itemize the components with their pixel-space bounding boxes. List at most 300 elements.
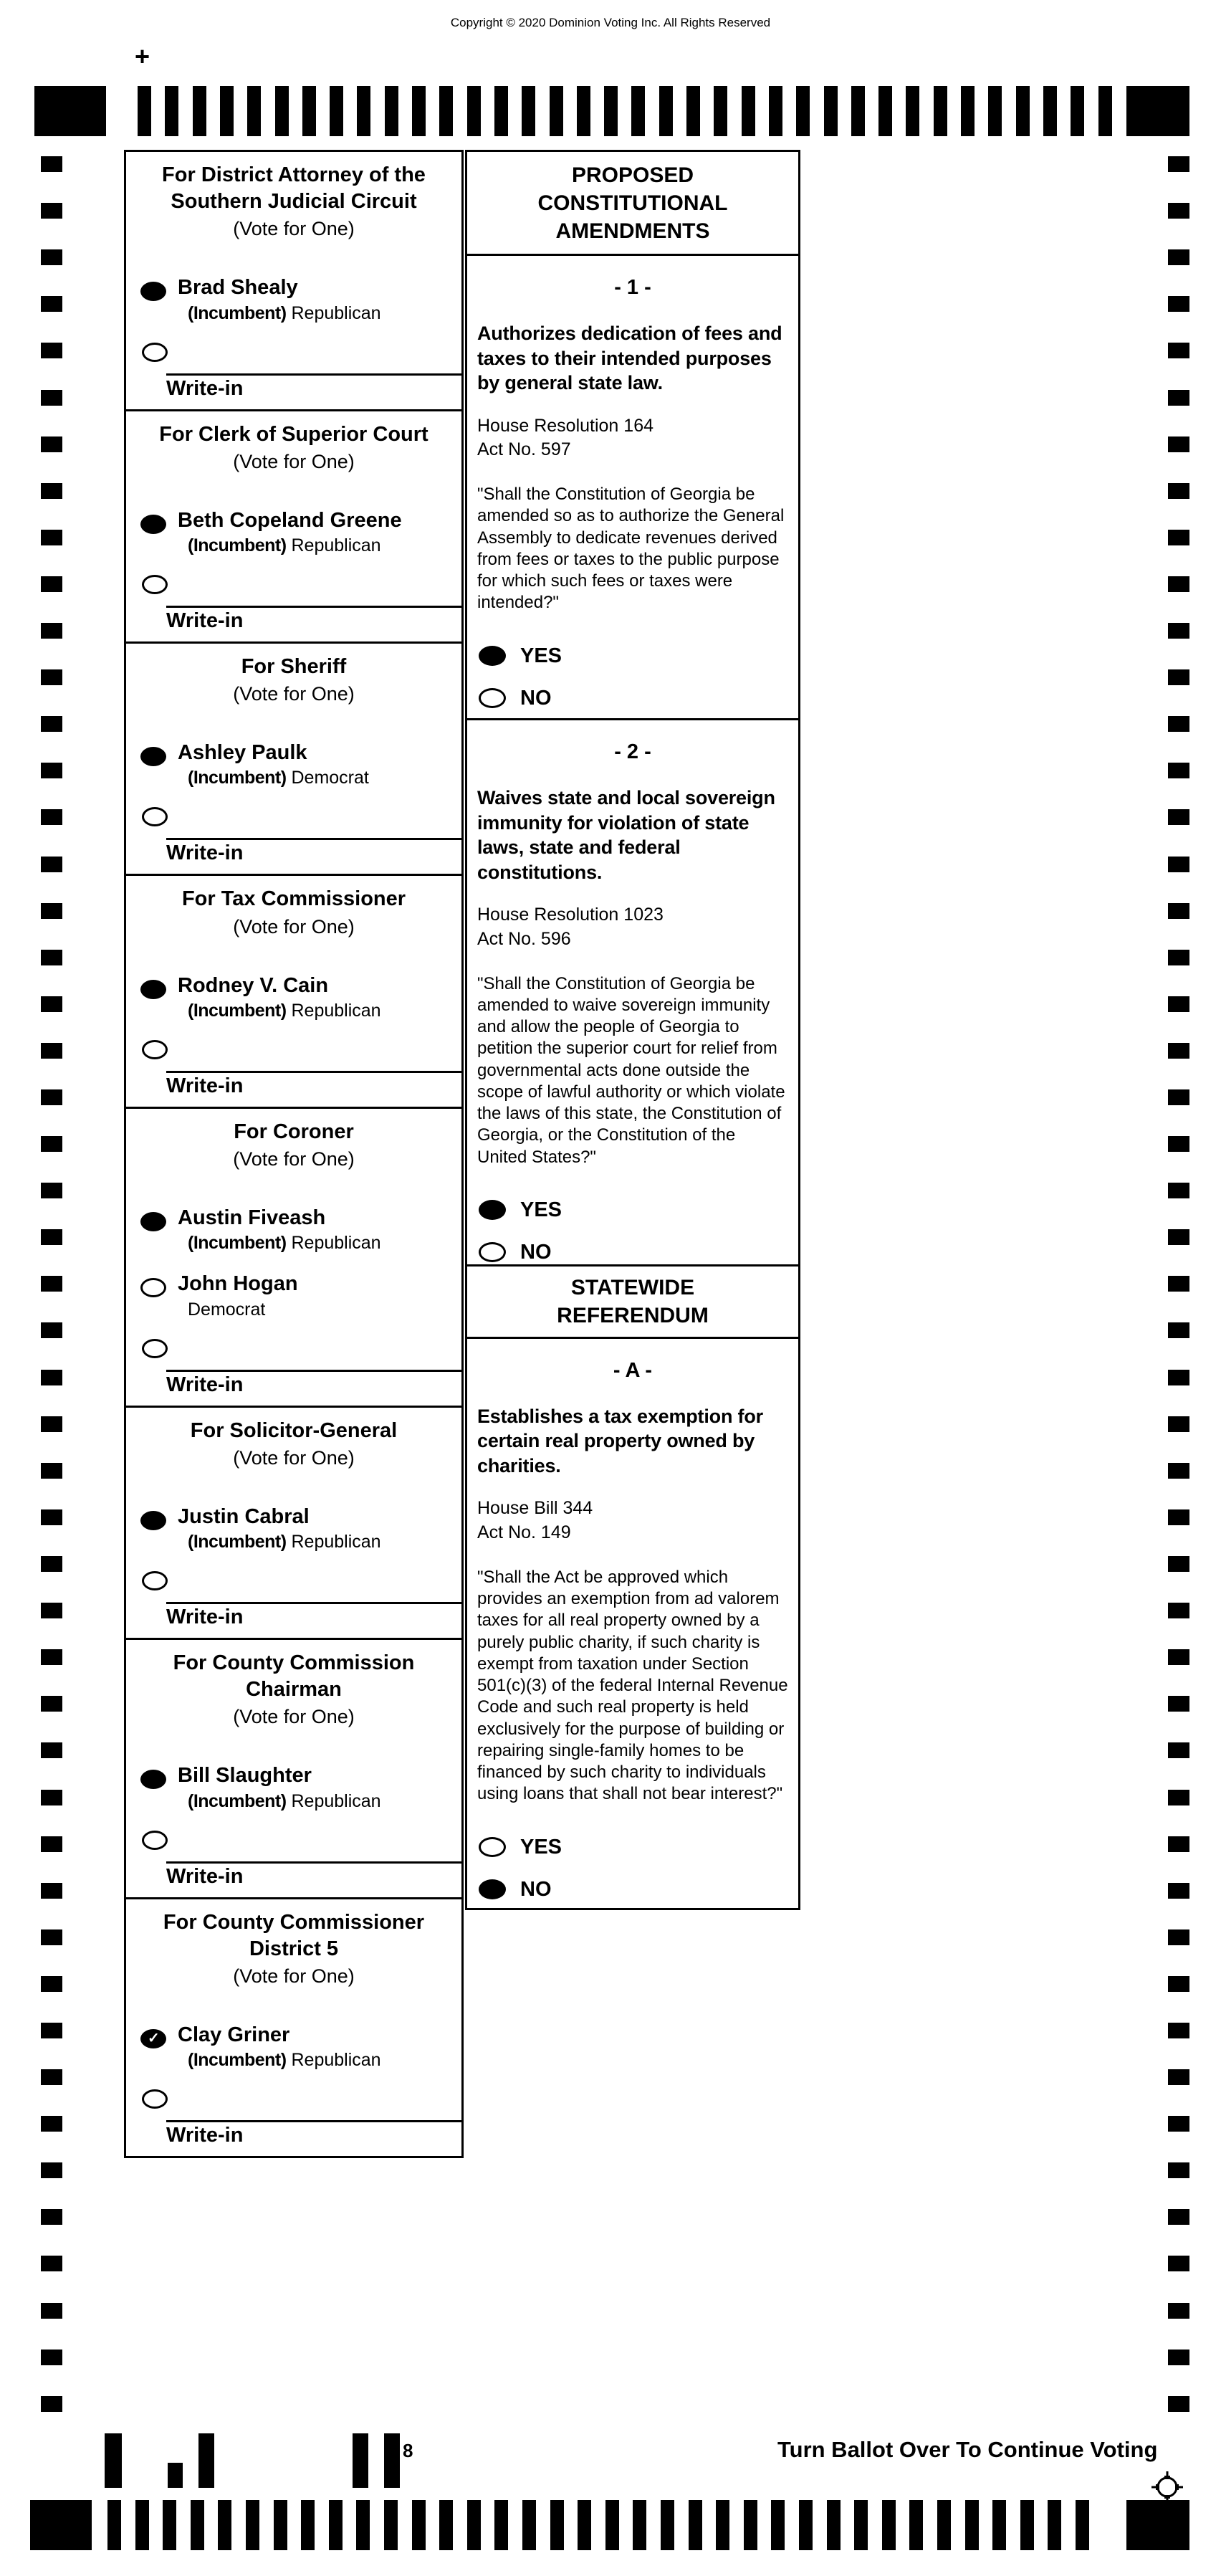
amendments-header [465, 150, 800, 256]
timing-mark [1168, 2162, 1189, 2178]
write-in-section [126, 1040, 461, 1107]
timing-mark [1168, 1136, 1189, 1152]
timing-mark [1168, 203, 1189, 219]
timing-mark [604, 86, 618, 136]
contest-tax-commissioner [124, 874, 464, 1108]
candidate-option [140, 741, 461, 788]
timing-mark [439, 86, 453, 136]
candidate-party: (Incumbent) Republican [188, 1790, 381, 1811]
no-label: NO [520, 686, 552, 710]
ballot-oval-empty[interactable] [479, 1837, 506, 1857]
timing-mark [41, 1089, 62, 1105]
timing-mark [716, 2500, 729, 2550]
timing-mark [522, 86, 535, 136]
timing-mark [41, 483, 62, 499]
candidate-name: Beth Copeland Greene [178, 508, 402, 532]
timing-mark [41, 1742, 62, 1758]
ballot-oval-marked[interactable] [479, 1200, 506, 1220]
timing-mark [1168, 156, 1189, 172]
timing-mark [1168, 1463, 1189, 1479]
timing-mark [163, 2500, 176, 2550]
candidate-name: Ashley Paulk [178, 741, 307, 765]
write-in-label: Write-in [166, 1373, 244, 1396]
timing-mark [135, 2500, 149, 2550]
measure-reference: Act No. 597 [477, 439, 571, 460]
measure-summary: Authorizes dedication of fees and taxes to their intended purposes by general state law. [477, 323, 782, 394]
barcode-bar [353, 2433, 368, 2488]
timing-mark [550, 2500, 564, 2550]
timing-mark [992, 2500, 1006, 2550]
timing-mark [1168, 1370, 1189, 1385]
write-in-section [126, 1831, 461, 1897]
timing-mark [934, 86, 947, 136]
write-in-section [126, 1339, 461, 1406]
timing-mark [1168, 996, 1189, 1012]
contest-clerk-superior-court [124, 409, 464, 644]
timing-mark [439, 2500, 453, 2550]
yes-label: YES [520, 1835, 562, 1859]
timing-mark [41, 203, 62, 219]
ballot-oval-empty[interactable] [142, 1831, 168, 1850]
write-in-section [126, 575, 461, 641]
candidate-name: Brad Shealy [178, 276, 298, 300]
timing-mark-block [1126, 86, 1189, 136]
timing-mark [41, 1556, 62, 1572]
yes-label: YES [520, 644, 562, 667]
timing-mark [1168, 1742, 1189, 1758]
timing-mark [1168, 1649, 1189, 1665]
timing-mark [41, 1696, 62, 1712]
measure-summary: Waives state and local sovereign immunity for violation of state laws, state and federal constitutions. [477, 787, 775, 883]
timing-mark [1168, 2023, 1189, 2038]
timing-mark [41, 716, 62, 732]
measure-reference: House Resolution 1023 [477, 905, 664, 925]
timing-mark [41, 2162, 62, 2178]
timing-mark [1168, 903, 1189, 919]
candidate-option [140, 276, 461, 323]
candidate-option [140, 1206, 461, 1254]
timing-mark [41, 2116, 62, 2132]
write-in-line[interactable] [166, 1370, 461, 1372]
timing-mark [1168, 1836, 1189, 1852]
timing-mark [1168, 296, 1189, 312]
measure-question: "Shall the Constitution of Georgia be amended so as to authorize the General Assembly to dedicate revenues derived from fees or taxes to the public purpose for which such fees or taxes were intended?" [477, 485, 785, 613]
timing-mark [41, 1183, 62, 1198]
timing-mark [827, 2500, 841, 2550]
ballot-oval-empty[interactable] [142, 1571, 168, 1590]
timing-mark [1168, 249, 1189, 265]
timing-mark [41, 2396, 62, 2412]
ballot-oval-empty[interactable] [142, 575, 168, 594]
measure-reference: Act No. 149 [477, 1522, 571, 1543]
barcode-bar [198, 2433, 214, 2488]
no-option [479, 1241, 798, 1264]
timing-mark [1168, 1089, 1189, 1105]
timing-mark [1168, 1322, 1189, 1338]
timing-mark [494, 2500, 508, 2550]
measure-question: "Shall the Act be approved which provides an exemption from ad valorem taxes for all real property owned by a purely public charity, if such charity is exempt from taxation under Section 501(c)(3) of the federal Internal Revenue Code and such real property is held exclusively for the purpose of building or repairing single-family homes to be financed by such charity to individuals using loans that shall not bear interest?" [477, 1567, 788, 1804]
timing-mark [41, 2303, 62, 2319]
ballot-oval-empty[interactable] [479, 688, 506, 708]
statewide-referendum-header [465, 1264, 800, 1339]
timing-mark [882, 2500, 896, 2550]
timing-mark [41, 1229, 62, 1245]
timing-mark [467, 86, 481, 136]
timing-mark [1168, 1276, 1189, 1292]
ballot-oval-marked[interactable] [140, 747, 166, 766]
timing-mark [878, 86, 892, 136]
timing-mark [41, 2069, 62, 2085]
barcode-bar [168, 2463, 183, 2488]
timing-mark [275, 86, 289, 136]
timing-mark [1168, 2396, 1189, 2412]
timing-mark [1168, 576, 1189, 592]
timing-mark [550, 86, 563, 136]
timing-mark-block [34, 86, 106, 136]
amendments-header-text: PROPOSED CONSTITUTIONAL AMENDMENTS [537, 163, 728, 243]
timing-mark [577, 86, 590, 136]
candidate-name: Bill Slaughter [178, 1764, 312, 1788]
timing-mark [41, 1509, 62, 1525]
timing-mark [412, 2500, 426, 2550]
timing-mark-block [1126, 2500, 1189, 2550]
ballot-oval-marked[interactable] [140, 1212, 166, 1231]
timing-mark [1168, 1509, 1189, 1525]
ballot-oval-empty[interactable] [140, 1278, 166, 1297]
measure-question: "Shall the Constitution of Georgia be amended to waive sovereign immunity and allow the people of Georgia to petition the superior court for relief from governmental acts done outside the scope of lawful authority or which violate the laws of this state, the Constitution of Georgia, or the Constitution of the United States?" [477, 973, 785, 1167]
timing-mark [1168, 669, 1189, 685]
timing-mark [522, 2500, 536, 2550]
timing-mark [193, 86, 206, 136]
contest-title: For Clerk of Superior Court [159, 422, 428, 446]
timing-mark [41, 2023, 62, 2038]
timing-mark [220, 86, 234, 136]
timing-mark [1043, 86, 1057, 136]
copyright-text: Copyright © 2020 Dominion Voting Inc. All Rights Reserved [450, 16, 771, 29]
timing-mark [689, 2500, 702, 2550]
timing-mark [41, 1276, 62, 1292]
timing-mark [41, 1463, 62, 1479]
statewide-referendum-header-text: STATEWIDE REFERENDUM [557, 1275, 709, 1327]
timing-mark [796, 86, 810, 136]
timing-mark [771, 2500, 785, 2550]
contest-instruction: (Vote for One) [233, 683, 355, 705]
timing-mark [1168, 437, 1189, 452]
timing-mark [41, 809, 62, 825]
candidate-option [140, 1505, 461, 1552]
measure-reference: House Resolution 164 [477, 415, 653, 436]
write-in-label: Write-in [166, 1074, 244, 1097]
write-in-section [126, 1571, 461, 1638]
timing-mark [605, 2500, 619, 2550]
no-option [479, 1878, 798, 1902]
registration-plus-mark: + [135, 42, 150, 71]
timing-mark [1168, 1183, 1189, 1198]
timing-mark [1168, 950, 1189, 965]
timing-mark [1168, 1883, 1189, 1899]
referendum-a [465, 1337, 800, 1910]
candidate-party: (Incumbent) Democrat [188, 768, 369, 788]
timing-mark [661, 2500, 674, 2550]
contest-title: For Tax Commissioner [181, 887, 406, 911]
timing-mark-block [30, 2500, 92, 2550]
contest-title: For Sheriff [241, 655, 347, 679]
no-label: NO [520, 1240, 552, 1264]
ballot-oval-empty[interactable] [142, 343, 168, 362]
timing-mark [714, 86, 727, 136]
contest-title: For Solicitor-General [190, 1418, 398, 1442]
candidate-option [140, 509, 461, 556]
timing-mark [1168, 2116, 1189, 2132]
timing-mark [965, 2500, 979, 2550]
contest-solicitor-general [124, 1406, 464, 1640]
write-in-line[interactable] [166, 373, 461, 376]
timing-mark [41, 2350, 62, 2365]
candidate-name: Rodney V. Cain [178, 973, 329, 997]
timing-mark [578, 2500, 591, 2550]
timing-mark [824, 86, 838, 136]
timing-mark [41, 669, 62, 685]
candidate-name: Austin Fiveash [178, 1206, 326, 1230]
timing-mark [686, 86, 700, 136]
ballot-oval-empty[interactable] [142, 2089, 168, 2109]
timing-mark [41, 1603, 62, 1618]
candidate-party: Democrat [188, 1299, 266, 1320]
timing-mark [1168, 2256, 1189, 2271]
timing-mark [988, 86, 1002, 136]
candidate-party: (Incumbent) Republican [188, 1000, 381, 1021]
no-label: NO [520, 1877, 552, 1901]
measure-reference: Act No. 596 [477, 928, 571, 949]
timing-mark [41, 763, 62, 778]
timing-mark [799, 2500, 813, 2550]
timing-mark [769, 86, 782, 136]
contest-instruction: (Vote for One) [233, 450, 355, 472]
timing-mark [742, 86, 755, 136]
timing-mark [41, 903, 62, 919]
timing-mark [1168, 2209, 1189, 2225]
timing-mark [854, 2500, 868, 2550]
write-in-section [126, 807, 461, 874]
timing-mark [1168, 763, 1189, 778]
timing-mark [247, 86, 261, 136]
timing-mark [41, 1649, 62, 1665]
timing-mark [41, 437, 62, 452]
timing-mark [41, 1322, 62, 1338]
write-in-section [126, 343, 461, 409]
timing-mark [302, 86, 316, 136]
timing-mark [41, 343, 62, 358]
timing-mark [41, 623, 62, 639]
candidate-option [140, 974, 461, 1021]
timing-mark [41, 2256, 62, 2271]
timing-mark [909, 2500, 923, 2550]
contest-title: For County Commissioner District 5 [163, 1910, 425, 1960]
contest-title: For District Attorney of the Southern Judicial Circuit [162, 163, 426, 214]
candidate-option [140, 1272, 461, 1320]
timing-mark [301, 2500, 315, 2550]
ballot-oval-empty[interactable] [142, 807, 168, 826]
ballot-oval-marked[interactable] [140, 2029, 166, 2048]
timing-mark [41, 996, 62, 1012]
contest-instruction: (Vote for One) [233, 1446, 355, 1469]
timing-mark [851, 86, 865, 136]
timing-mark [41, 857, 62, 872]
ballot-oval-marked[interactable] [140, 1511, 166, 1530]
write-in-line[interactable] [166, 1602, 461, 1604]
candidate-option [140, 1764, 461, 1811]
candidate-party: (Incumbent) Republican [188, 302, 381, 323]
timing-mark [41, 1416, 62, 1432]
measure-summary: Establishes a tax exemption for certain real property owned by charities. [477, 1405, 763, 1477]
amendment-2 [465, 718, 800, 1266]
timing-mark [1168, 2350, 1189, 2365]
timing-mark [1168, 716, 1189, 732]
timing-mark [41, 156, 62, 172]
measure-number: - 1 - [614, 276, 651, 299]
timing-mark [744, 2500, 757, 2550]
candidate-party: (Incumbent) Republican [188, 1233, 381, 1254]
write-in-section [126, 2089, 461, 2156]
timing-mark [961, 86, 975, 136]
timing-mark [906, 86, 919, 136]
timing-mark [633, 2500, 646, 2550]
timing-mark [937, 2500, 951, 2550]
write-in-label: Write-in [166, 1606, 244, 1629]
amendment-1 [465, 254, 800, 720]
ballot-oval-empty[interactable] [479, 1242, 506, 1262]
write-in-line[interactable] [166, 2120, 461, 2122]
timing-mark [41, 296, 62, 312]
timing-mark [1020, 2500, 1034, 2550]
timing-mark [1168, 390, 1189, 406]
yes-label: YES [520, 1198, 562, 1221]
timing-mark [1168, 1929, 1189, 1945]
timing-mark [41, 390, 62, 406]
contest-title: For County Commission Chairman [173, 1651, 415, 1702]
timing-mark [41, 1790, 62, 1805]
contest-district-attorney [124, 150, 464, 411]
ballot-oval-empty[interactable] [142, 1040, 168, 1059]
candidate-party: (Incumbent) Republican [188, 535, 381, 556]
timing-mark [165, 86, 178, 136]
measures-column [465, 150, 800, 1910]
contest-coroner [124, 1107, 464, 1408]
measure-number: - 2 - [614, 740, 651, 763]
timing-mark [138, 86, 151, 136]
sheet-mark: 8 [403, 2440, 413, 2461]
write-in-label: Write-in [166, 2124, 244, 2147]
timing-mark [1071, 86, 1084, 136]
ballot-oval-marked[interactable] [479, 1879, 506, 1899]
timing-mark [659, 86, 673, 136]
timing-mark [1168, 1416, 1189, 1432]
timing-mark [41, 950, 62, 965]
timing-mark [1168, 343, 1189, 358]
contests-column [124, 150, 464, 2158]
ballot-oval-marked[interactable] [140, 515, 166, 534]
write-in-line[interactable] [166, 1861, 461, 1864]
contest-instruction: (Vote for One) [233, 218, 355, 240]
ballot-oval-marked[interactable] [140, 980, 166, 999]
timing-mark [41, 1883, 62, 1899]
timing-mark [412, 86, 426, 136]
timing-mark [1048, 2500, 1061, 2550]
timing-mark [1168, 623, 1189, 639]
timing-mark [41, 1043, 62, 1059]
contest-county-commission-chairman [124, 1638, 464, 1899]
timing-mark [1168, 2069, 1189, 2085]
timing-mark [41, 1976, 62, 1992]
timing-mark [1168, 809, 1189, 825]
contest-instruction: (Vote for One) [233, 1148, 355, 1170]
timing-mark [41, 2209, 62, 2225]
timing-mark [330, 86, 343, 136]
timing-mark [1076, 2500, 1089, 2550]
timing-mark [1168, 1790, 1189, 1805]
candidate-option [140, 2023, 461, 2071]
ballot-oval-marked[interactable] [140, 282, 166, 301]
write-in-line[interactable] [166, 1071, 461, 1073]
candidate-party: (Incumbent) Republican [188, 2050, 381, 2071]
write-in-label: Write-in [166, 376, 244, 400]
candidate-name: Justin Cabral [178, 1504, 310, 1528]
write-in-label: Write-in [166, 1864, 244, 1888]
write-in-label: Write-in [166, 609, 244, 633]
measure-number: - A - [613, 1358, 653, 1382]
timing-mark [41, 1370, 62, 1385]
timing-mark [384, 2500, 398, 2550]
timing-mark [41, 576, 62, 592]
timing-mark [1168, 857, 1189, 872]
yes-option [479, 1198, 798, 1222]
timing-mark [274, 2500, 287, 2550]
ballot-oval-empty[interactable] [142, 1339, 168, 1358]
write-in-label: Write-in [166, 841, 244, 865]
yes-option [479, 1836, 798, 1859]
barcode-bar [105, 2433, 122, 2488]
write-in-line[interactable] [166, 838, 461, 840]
contest-instruction: (Vote for One) [233, 915, 355, 938]
timing-mark [385, 86, 398, 136]
timing-mark [1168, 2303, 1189, 2319]
timing-mark [41, 1136, 62, 1152]
timing-mark [41, 1836, 62, 1852]
timing-mark [1168, 530, 1189, 545]
timing-mark [1098, 86, 1112, 136]
ballot-oval-marked[interactable] [479, 646, 506, 666]
timing-mark [1168, 1043, 1189, 1059]
timing-mark [467, 2500, 481, 2550]
timing-mark [1168, 1696, 1189, 1712]
timing-mark [191, 2500, 204, 2550]
write-in-line[interactable] [166, 606, 461, 608]
timing-mark [218, 2500, 231, 2550]
timing-mark [494, 86, 508, 136]
contest-sheriff [124, 641, 464, 876]
candidate-name: Clay Griner [178, 2023, 290, 2046]
turn-ballot-over-text: Turn Ballot Over To Continue Voting [777, 2437, 1158, 2462]
ballot-oval-marked[interactable] [140, 1770, 166, 1789]
contest-title: For Coroner [234, 1120, 354, 1143]
timing-mark [1168, 1556, 1189, 1572]
timing-mark [1168, 1976, 1189, 1992]
candidate-name: John Hogan [178, 1272, 298, 1296]
measure-reference: House Bill 344 [477, 1498, 593, 1519]
timing-mark [1168, 1603, 1189, 1618]
timing-mark [357, 86, 370, 136]
no-option [479, 687, 798, 710]
